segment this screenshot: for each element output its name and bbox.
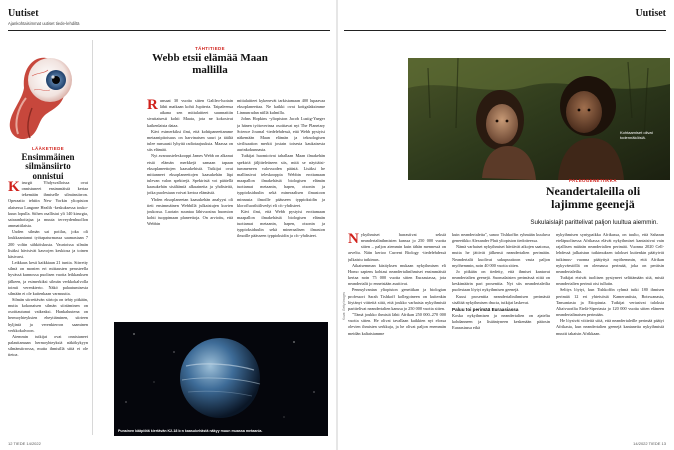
neanderthal-paragraph: ykyihmiset harrastivat seksiä neandertalinihmisten kanssa jo 250 000 vuotta sitten – paljon aiemmin kuin tähän mennessä on arveltu. Näin kertoo Current Biology -tiedelehdessä julkaistu tutkimus. (348, 232, 446, 262)
eye-kicker: LÄÄKETIEDE (31, 146, 65, 151)
neanderthal-paragraph: Nämä varhaiset nykyihmiset häviävät aikojen saatossa, mutta he jättivät jälkensä neandertalien perimään. Neandertalit kuolivat sukupuuttoon vasta paljon myöhemmin, noin 40 000 vuotta sitten. (452, 244, 550, 268)
webb-paragraph: Johns Hopkins -yliopiston Jacob Lustig-Yaeger ja hänen työtoverinsa osoittavat nyt The Planetary Science Journal -tiedelehdessä, että Webb pystyisi näkemään Maan elämän ja teknologisen sivilisaation merkit jostain toisesta kaukaisesta aurinkokunnasta. (237, 116, 325, 153)
webb-paragraph: Tutkijat huomioivat tahallaan Maan ilmakehän spektriä jäljitteleäseen siis, mitä se näyttäisi-tummeneen valovuoden päästä. Lisäksi he mallinsivat teleskooppia Webbin erottamaan maapallon ilmakehästä biologisen elämän tuottamat metaanin, hapen, otsonin ja typpioksiduulin sekä mineraalisen ilmastoon minnasta ilmoille päässeen typpioksidin ja klorofluorihiilivedyt eli cfc-yhdisteet. (237, 153, 325, 208)
webb-paragraph: Kävi ilmi, että Webb pystyisi erottamaan maapallon ilmakehästä biologisen elämän tuottamat metaanin, hapen, otsonin ja typpioksiduulin sekä mineraalisen ilmaston ilmoille päässeen typpioksidin ja cfc-yhdisteet. (237, 208, 325, 239)
neanderthal-paragraph: Pennsylvanian yliopiston genetiikan ja biologian professori Sarah Tishkoff kollegoineen on kuitenkin löytänyt viitteitä siitä, että joukko varhaisia nykyihmisiä parittelivat neandertalien kanssa jo 250 000 vuotta sitten. (348, 287, 446, 311)
eye-icon (4, 38, 84, 148)
photo-credit: Kuva: Getty Images (342, 292, 346, 320)
webb-paragraph: Nyt avaruusteleskooppi James Webb on alkanut etsiä elämän merkkejä samaan tapaan eksoplaneettojen kaasukehistä. Tutkijat ovat mittanneet eksoplaneettojen kaasukehän läpi tulevan valon spektrejä. Spektristä voi päätellä kaasukehän sisältämiä alkuaineita ja yhdisteitä, jotka puolestaan voivat kertoa elämästä. (147, 153, 233, 196)
planet-image (114, 322, 328, 436)
neanderthal-dropcap: N (348, 232, 359, 247)
neanderthal-kicker: PALEOGENETIIKKA (569, 178, 617, 183)
webb-article-col1 (147, 98, 233, 316)
webb-paragraph: Kävi esimerkiksi ilmi, että kohtipaneettamme metaanipitoisuus on harvinaisen suuri ja täältä tulee runsaasti lyhyitä radiotaajuuksia. Maassa on siis elämää. (147, 128, 233, 153)
header-rule (344, 30, 666, 31)
webb-paragraph: unsaat 30 vuotta sitten Galileo-luotain lähti matkaan kohti Jupiteria. Taipaleensa aikana sen mittalaitteet suunnattiin sivuttaisesti kohti Maata, jota ne kokosivat kaikenlaista dataa. (147, 98, 233, 128)
neanderthal-col2 (452, 232, 550, 440)
section-title: Uutiset (635, 8, 666, 19)
neanderthal-headline: Neandertaleilla oli lajimme geenejä (545, 184, 641, 211)
page-footer: 12 TIEDE 14/2022 (8, 441, 41, 446)
page-footer: 14/2022 TIEDE 13 (633, 441, 666, 446)
neanderthal-deck: Sukulaislajit parittelivat paljon luultua aiemmin. (530, 219, 658, 226)
neanderthal-col3 (556, 232, 664, 440)
neanderthal-paragraph: Selitys löytyi, kun Tishkoffin ryhmä tutki 180 ihmisen perimää 12 eri yhteisöstä Kameruniista, Botswanasta, Tansaniasta ja Etiopiasta. Tutkijat vertasivat tuloksia Altaivuorilta Etelä-Siperiasta jo 120 000 vuotta sitten eläneen neandertalinaisen perimään. (556, 287, 664, 318)
neanderthal-paragraph: Jo pitkään on tiedetty, että ihmiset kantavat neandertalien geenejä. Suomalaisten perimässä niitä on keskimäärin pari prosenttia. Nyt siis neandertaleilta puolestaan löytyi nykyihmisen geenejä. (452, 268, 550, 293)
neanderthal-col1 (348, 232, 446, 440)
eye-headline: Ensimmäinen silmänsiirto onnistui (21, 152, 75, 181)
neanderthal-scene-icon (408, 58, 670, 180)
eye-paragraph: Leikkaus kesti kaikkiaan 21 tuntia. Siirretty silmä on monien eri mittausten perusteella hyvässä kunnossa puolisen vuotta leikkauksen jälkeen, ja esimerkiksi silmän verkkokalvolla toimii verenkierto. Näkö palautumisesta silmään ei ole kuitenkaan varmuutta. (8, 260, 88, 296)
photo-caption: Kohtaamiset olivat todennäköisiä. (620, 130, 653, 140)
neanderthal-paragraph: Aikaisemman käsityksen mukaan nykyihmisen eli Homo sapiens kohtasi neandertalinihmiset ensimmäistä kertaa noin 75 000 vuotta sitten Euraasiassa, jota neandertalit jo enneistään asuttivat. (348, 262, 446, 287)
section-title: Uutiset (8, 8, 39, 19)
header-rule (8, 30, 330, 31)
neanderthal-paragraph: "Tämä joukko ihmisiä lähti Afrikan 250 000–270 000 vuotta sitten. He olivat tavallaan kaikkien nyt elossa olevien ihmisten serkkuja, ja he olivat paljon enemmän meidän kaltaisiamme (348, 312, 446, 336)
webb-kicker: TÄHTITIEDE (195, 46, 225, 51)
right-page (338, 0, 674, 450)
neanderthal-paragraph: He löysivät viitteitä siitä, että neandertaleille perimää päätyi Afrikasta, kun neandertalien geenejä kantaneita nykyihmisiä muutti takaisin Afrikkaan. (556, 318, 664, 336)
neanderthal-subhead: Paluu toi perimää Euraasiassa (452, 306, 519, 312)
eye-illustration (4, 38, 84, 148)
neanderthal-paragraph: Tutkijat etsivät tuoliisen pystyneet selittämään sitä, mistä neandertalien perimä oisi tullutin. (556, 275, 664, 287)
neanderthal-photo (408, 58, 670, 180)
neanderthal-paragraph: kuin neandertaleita", sanoo Tishkoffin ryhmään kuuluva geneetikko Alexander Platt yliopiston tiedotteessa. (452, 232, 550, 244)
webb-paragraph: mittalaitteet kykenevät tarkistamaan 400 lupaavaa eksoplaneettaa. Ne kaikki ovat kotigalaksimme Linnunradan niillä kulmilla. (237, 98, 325, 116)
neanderthal-paragraph: nykyihmisen syntypaikka Afrikassa, on tuulto, että Saharan eteläpuolisessa Afrikassa elävät nykyihmiset kantaisivat vain rajallisen määrän neandertalien perimää. Vuonna 2020 Cell-lehdessä julkaistun tutkimuksen tulokset kuitenkin päätyivät tutkimus- vuonna päätyttyä myöhemmin, että Afrikan nykyväestöllä on olemassa perimää, joka on peräisin neandertaleilta. (556, 232, 664, 274)
eye-paragraph: irurgit Yhdysvalloissa ovat onnistuneet ensimmäistä kertaa tekemään ihmiselle silmänsiirron. Operaatio tehtiin New Yorkin yliopiston alaisessa Langone Health -keskuksessa touko-kuun lopulla. Siihen osallistui yli 140 kirurgia, sairaanhoitajaa ja muuta terveydenhuollon ammattilaista. (8, 180, 88, 229)
neanderthal-paragraph: Kuusi prosenttia neandertalinihmisen perimästä sisältää nykyihmisen dna:ta, tutkijat laskevat. (452, 293, 550, 305)
webb-paragraph: Yhden eksoplaneetan kaasukehän analyysi oli tieti ensimmäinen Webbillä julkaistujen kuvien joukossa. Luotain suuntaa lähivuosina huomion kohti tuoppimaan planeettoja. On arvioitu, että Webbin (147, 196, 233, 227)
webb-headline: Webb etsii elämää Maan mallilla (152, 52, 268, 76)
left-page (0, 0, 336, 450)
section-subtitle: Ajankohtaisimmat uutiset tiede-lehdiltä (8, 21, 80, 26)
eye-article-body (8, 180, 88, 438)
eye-paragraph: Aiemmin tutkijat ovat onnistuneet palauttamaan hermoyhteyksiä näkökykyyn silmänsiirrossa, mutta ihmisillä siitä ei ole tietoa. (8, 333, 88, 358)
eye-dropcap: K (8, 180, 20, 195)
planet-caption: Punainen kääpiötä kiertävän K2-18 b:n kaasukehästä näkyy muun muassa metaania. (118, 429, 263, 433)
webb-article-col2 (237, 98, 325, 316)
exoplanet-icon (114, 322, 328, 436)
eye-paragraph: Uuden silmän sai potilas, joka oli loukkaantunut työtapaturmassa saamastaan 7 200 voltin sähköiskusta. Vaurioissa silmän lisäksi hävisivät kasvojen keskiosa ja toinen käsivarsi. (8, 229, 88, 259)
column-divider (92, 40, 93, 435)
neanderthal-paragraph: Koska nykyihmisen ja neandertalien on ajateltu kohdanneen ja lisääntyneen keskenään pääosin Euraasiassa eikä (452, 313, 550, 331)
eye-paragraph: Silmän siirrettävän siirtoja on tehty pitkään, mutta kokonaisen silmän siirtäminen on osoittautunut vaikeaksi. Hankaluutena on hermoyhteyksien eheyttäminen, siirteen hyljintä ja verenkierron saaminen verkkokalvoon. (8, 296, 88, 333)
webb-dropcap: R (147, 98, 158, 113)
